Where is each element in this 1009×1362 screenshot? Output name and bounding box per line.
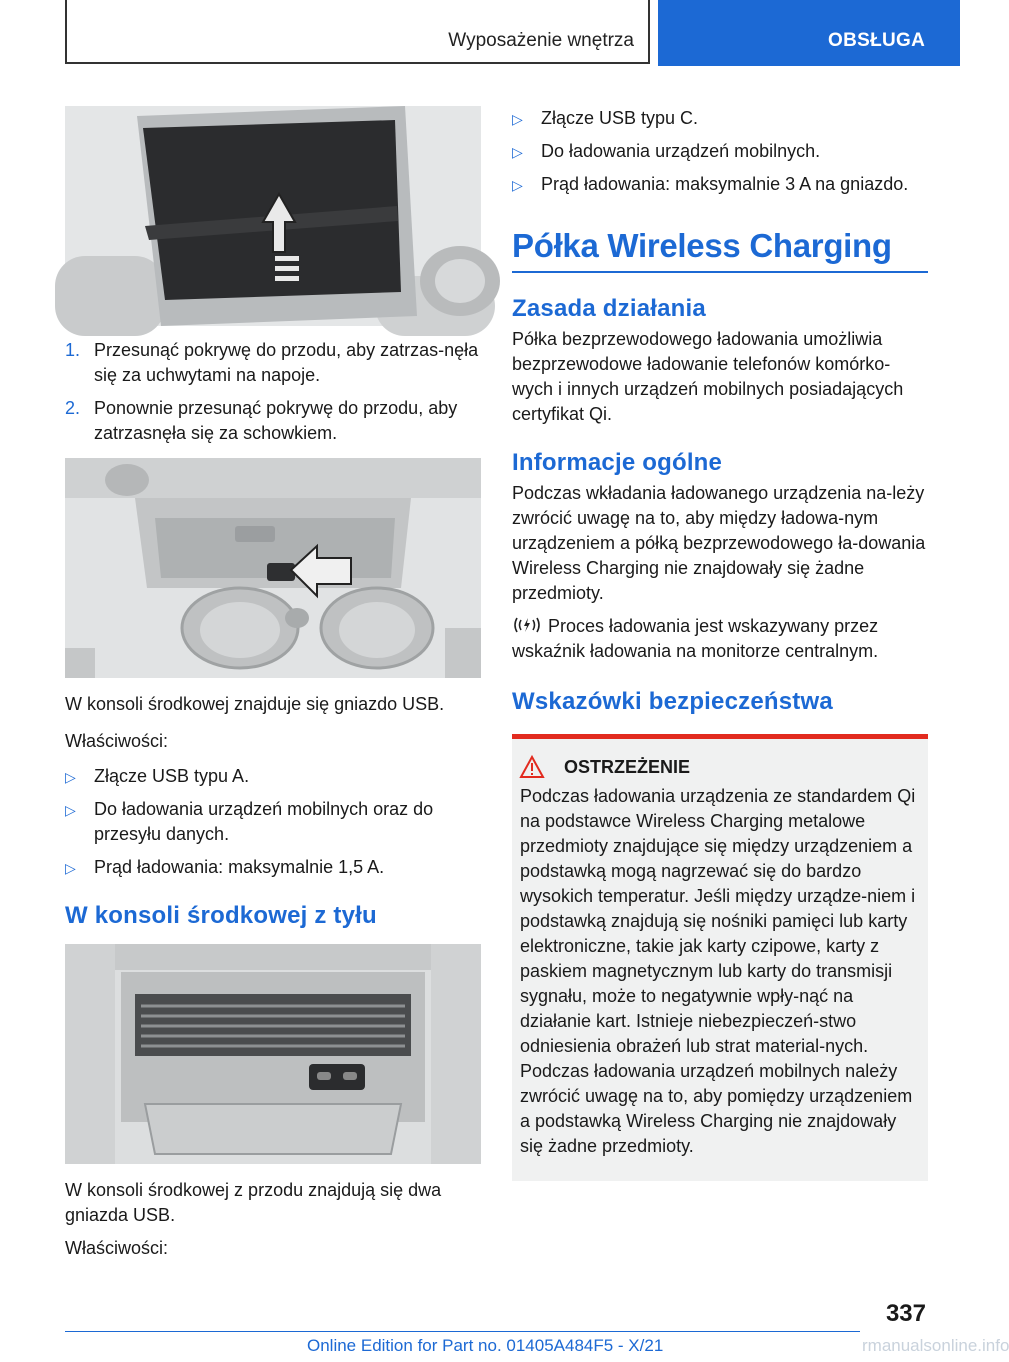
list-item	[65, 797, 481, 847]
indicator-text	[512, 614, 928, 664]
header-box	[65, 0, 650, 64]
usb-intro: W konsoli środkowej znajduje się gniazdo USB.	[65, 694, 445, 714]
step-text: Ponownie przesunąć pokrywę do przodu, aby zatrzasnęła się za schowkiem.	[94, 398, 458, 443]
list-item-text: Do ładowania urządzeń mobilnych.	[541, 141, 821, 161]
section-heading-wireless: Półka Wireless Charging	[512, 227, 892, 264]
usb-a-props	[65, 764, 481, 880]
footer-rule	[65, 1331, 860, 1332]
props-label: Właściwości:	[65, 731, 169, 751]
step-item	[65, 338, 481, 388]
general-heading: Informacje ogólne	[512, 449, 723, 476]
principle-heading: Zasada działania	[512, 295, 706, 322]
triangle-bullet-icon: ▷	[512, 111, 523, 127]
photo-console-cover	[65, 106, 481, 326]
list-item-text: Prąd ładowania: maksymalnie 1,5 A.	[94, 857, 385, 877]
step-item	[65, 396, 481, 446]
step-number: 2.	[65, 398, 81, 418]
warning-title-row	[520, 757, 920, 778]
triangle-bullet-icon: ▷	[512, 144, 523, 160]
warning-triangle-icon	[520, 756, 544, 778]
list-item-text: Prąd ładowania: maksymalnie 3 A na gniazdo.	[541, 174, 909, 194]
right-column	[512, 106, 928, 1181]
photo-usb-socket	[65, 458, 481, 678]
usb-c-props	[512, 106, 928, 197]
indicator-text-body: Proces ładowania jest wskazywany przez wskaźnik ładowania na monitorze centralnym.	[512, 616, 879, 661]
section-title: Wyposażenie wnętrza	[448, 30, 634, 51]
edition-text: Online Edition for Part no. 01405A484F5 - X/21	[307, 1336, 664, 1355]
rear-heading: W konsoli środkowej z tyłu	[65, 902, 377, 929]
principle-text: Półka bezprzewodowego ładowania umożliwia bezprzewodowe ładowanie telefonów komórko-wych i innych urządzeń mobilnych posiadających certyfikat Qi.	[512, 329, 904, 424]
rear-props-label: Właściwości:	[65, 1238, 169, 1258]
rear-intro: W konsoli środkowej z przodu znajdują się dwa gniazda USB.	[65, 1180, 442, 1225]
list-item	[512, 172, 928, 197]
chapter-tab	[658, 0, 960, 66]
step-text: Przesunąć pokrywę do przodu, aby zatrzas-nęła się za uchwytami na napoje.	[94, 340, 479, 385]
warning-text: Podczas ładowania urządzenia ze standardem Qi na podstawce Wireless Charging metalowe przedmioty znajdujące się między urządzeniem a podstawką mogą nagrzewać się do bardzo wysokich temperatur. Jeśli między urządze-niem i podstawką znajdują się nośniki pamięci lub karty elektroniczne, takie jak karty czipowe, karty z paskiem magnetycznym lub karty do transmisji sygnału, może to negatywnie wpły-nąć na działanie kart. Istnieje niebezpieczeń-stwo odniesienia obrażeń lub strat material-nych. Podczas ładowania urządzeń mobilnych należy zwrócić uwagę na to, aby pomiędzy urządzeniem a podstawką Wireless Charging nie znajdowały się żadne przedmioty.	[520, 786, 916, 1156]
list-item-text: Do ładowania urządzeń mobilnych oraz do przesyłu danych.	[94, 799, 434, 844]
page-number: 337	[885, 1300, 926, 1327]
safety-heading: Wskazówki bezpieczeństwa	[512, 688, 833, 715]
watermark-text: rmanualsonline.info	[862, 1336, 1009, 1355]
triangle-bullet-icon: ▷	[65, 860, 76, 876]
steps-list	[65, 338, 481, 446]
triangle-bullet-icon: ▷	[512, 177, 523, 193]
step-number: 1.	[65, 340, 81, 360]
photo-rear-usb	[65, 944, 481, 1164]
left-column	[65, 106, 481, 1261]
heading-rule	[512, 271, 928, 273]
triangle-bullet-icon: ▷	[65, 769, 76, 785]
list-item	[512, 139, 928, 164]
list-item	[512, 106, 928, 131]
list-item	[65, 764, 481, 789]
general-text: Podczas wkładania ładowanego urządzenia na-leży zwrócić uwagę na to, aby między ładowa-nym urządzeniem a półką bezprzewodowego ła-dowania Wireless Charging nie znajdowały się żadne przedmioty.	[512, 483, 926, 603]
warning-box	[512, 734, 928, 1181]
list-item-text: Złącze USB typu C.	[541, 108, 699, 128]
charging-indicator-icon	[512, 615, 542, 635]
warning-title: OSTRZEŻENIE	[564, 757, 691, 777]
chapter-title: OBSŁUGA	[828, 30, 926, 51]
list-item-text: Złącze USB typu A.	[94, 766, 250, 786]
triangle-bullet-icon: ▷	[65, 802, 76, 818]
list-item	[65, 855, 481, 880]
